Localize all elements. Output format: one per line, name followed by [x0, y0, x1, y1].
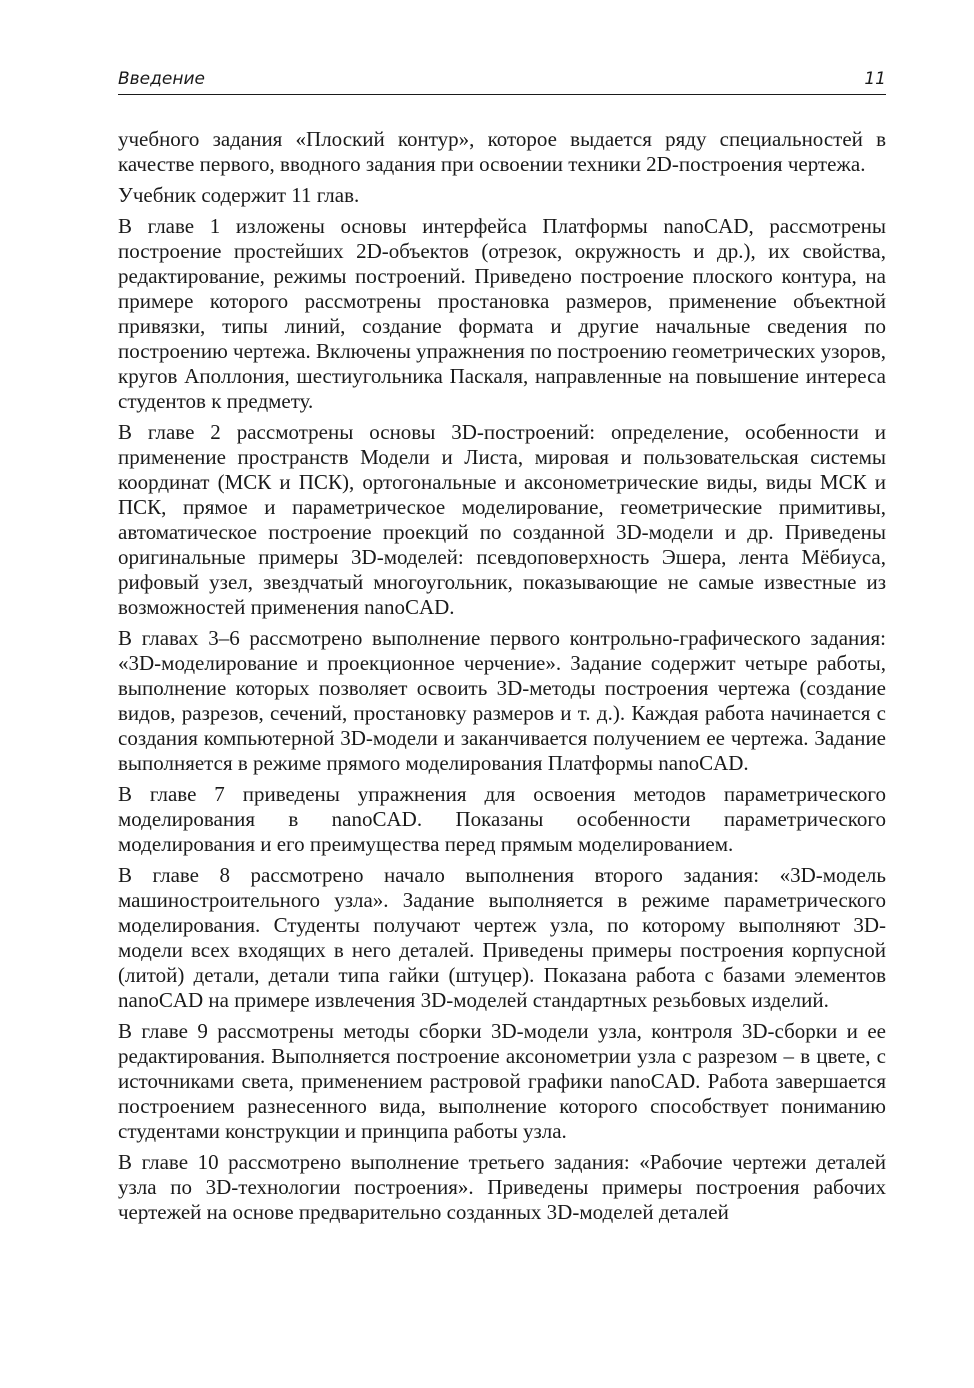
paragraph-chapter-8: В главе 8 рассмотрено начало выполнения второго задания: «3D-модель машиностроительного узла». Задание выполняется в режиме параметрического моделирования. Студенты получают чертеж узла, по которому выполняют 3D-модели всех входящих в него деталей. Приведены примеры построения корпусной (литой) детали, детали типа гайки (штуцер). Показана работа с базами элементов nanoCAD на примере извлечения 3D-моделей стандартных резьбовых изделий.	[118, 863, 886, 1012]
paragraph-chapter-1: В главе 1 изложены основы интерфейса Платформы nanoCAD, рассмотрены построение простейших 2D-объектов (отрезок, окружность и др.), их свойства, редактирование, режимы построений. Приведено построение плоского контура, на примере которого рассмотрены простановка размеров, применение объектной привязки, типы линий, создание формата и другие начальные сведения по построению чертежа. Включены упражнения по построению геометрических узоров, кругов Аполлония, шестиугольника Паскаля, направленные на повышение интереса студентов к предмету.	[118, 214, 886, 413]
paragraph-chapters-3-6: В главах 3–6 рассмотрено выполнение первого контрольно-графического задания: «3D-моделирование и проекционное черчение». Задание содержит четыре работы, выполнение которых позволяет освоить 3D-методы построения чертежа (создание видов, разрезов, сечений, простановку размеров и т. д.). Каждая работа начинается с создания компьютерной 3D-модели и заканчивается получением ее чертежа. Задание выполняется в режиме прямого моделирования Платформы nanoCAD.	[118, 626, 886, 775]
page-number: 11	[864, 69, 886, 89]
paragraph-chapter-2: В главе 2 рассмотрены основы 3D-построений: определение, особенности и применение пространств Модели и Листа, мировая и пользовательская системы координат (МСК и ПСК), ортогональные и аксонометрические виды, виды МСК и ПСК, прямое и параметрическое моделирование, геометрические примитивы, автоматическое построение проекций по созданной 3D-модели и др. Приведены оригинальные примеры 3D-моделей: псевдоповерхность Эшера, лента Мёбиуса, рифовый узел, звездчатый многоугольник, показывающие не самые известные из возможностей применения nanoCAD.	[118, 420, 886, 619]
paragraph-chapter-10: В главе 10 рассмотрено выполнение третьего задания: «Рабочие чертежи деталей узла по 3D-технологии построения». Приведены примеры построения рабочих чертежей на основе предварительно созданных 3D-моделей деталей	[118, 1150, 886, 1224]
running-header	[118, 66, 886, 95]
paragraph-chapter-count: Учебник содержит 11 глав.	[118, 183, 360, 207]
paragraph-continued: учебного задания «Плоский контур», которое выдается ряду специальностей в качестве первого, вводного задания при освоении техники 2D-построения чертежа.	[118, 127, 886, 176]
section-title: Введение	[118, 69, 205, 89]
paragraph-chapter-9: В главе 9 рассмотрены методы сборки 3D-модели узла, контроля 3D-сборки и ее редактирования. Выполняется построение аксонометрии узла с разрезом – в цвете, с источниками света, применением растровой графики nanoCAD. Работа завершается построением разнесенного вида, выполнение которого способствует пониманию студентами конструкции и принципа работы узла.	[118, 1019, 886, 1143]
paragraph-chapter-7: В главе 7 приведены упражнения для освоения методов параметрического моделирования в nanoCAD. Показаны особенности параметрического моделирования и его преимущества перед прямым моделированием.	[118, 782, 886, 856]
body-text	[118, 127, 886, 1231]
